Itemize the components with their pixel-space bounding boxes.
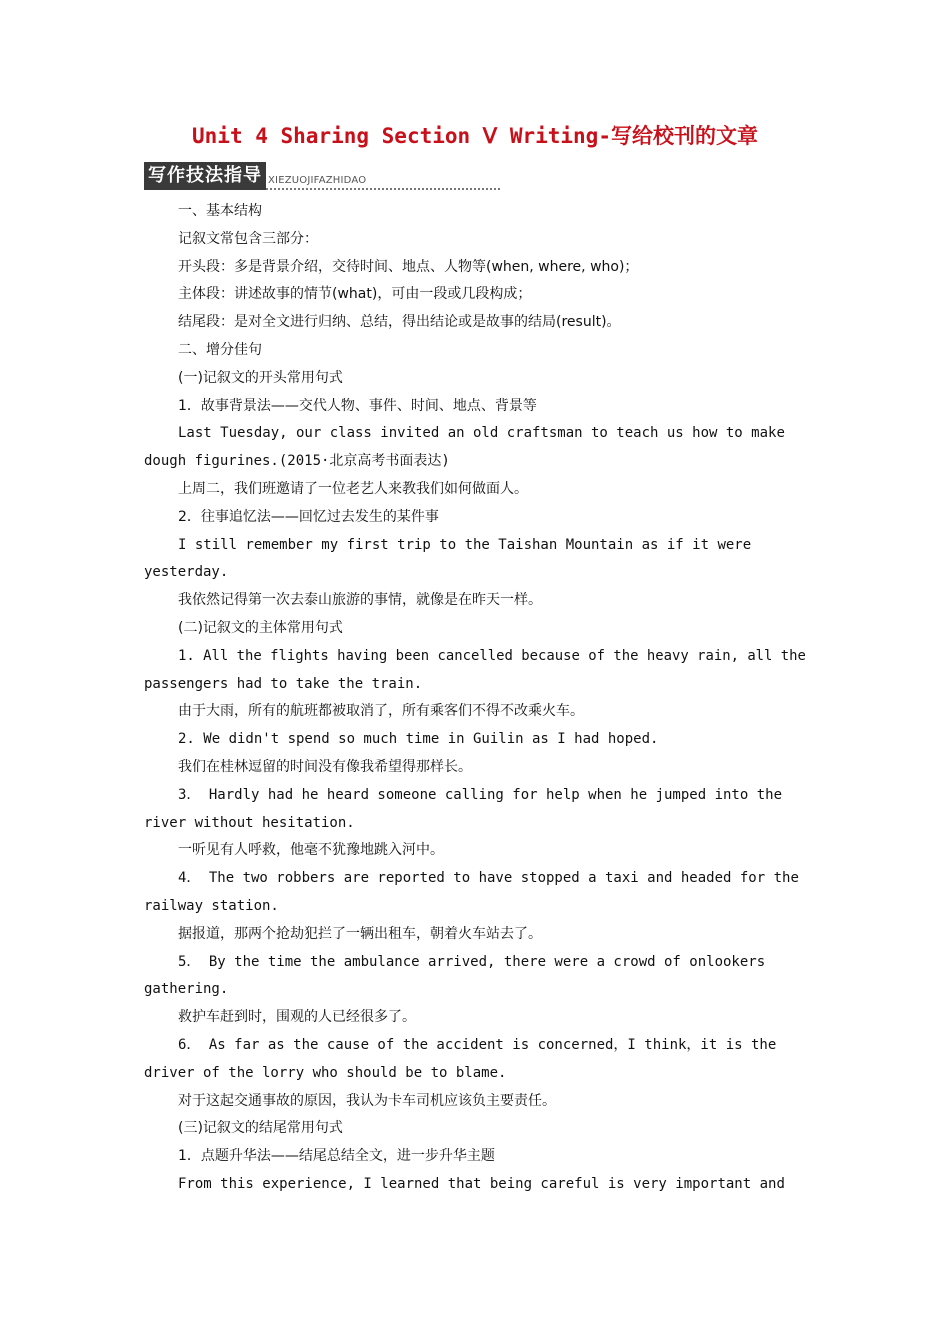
- text-line: 我们在桂林逗留的时间没有像我希望得那样长。: [178, 758, 472, 775]
- heading-basic-structure: 一、基本结构: [178, 203, 262, 219]
- text-line: 我依然记得第一次去泰山旅游的事情，就像是在昨天一样。: [178, 592, 542, 609]
- text-line: Last Tuesday, our class invited an old craftsman to teach us how to make: [178, 425, 785, 442]
- text-line: 1. All the flights having been cancelled because of the heavy rain, all the: [178, 647, 806, 664]
- text-line: dough figurines.(2015·北京高考书面表达): [144, 453, 450, 470]
- text-line: 3． Hardly had he heard someone calling for help when he jumped into the: [178, 786, 783, 803]
- text-line: 2．往事追忆法——回忆过去发生的某件事: [178, 508, 439, 525]
- subheading-ending: (三)记叙文的结尾常用句式: [178, 1120, 343, 1137]
- text-line: 救护车赶到时，围观的人已经很多了。: [178, 1009, 416, 1026]
- text-line: 2. We didn't spend so much time in Guilin as I had hoped.: [178, 731, 659, 748]
- heading-bonus-sentences: 二、增分佳句: [178, 341, 262, 358]
- text-line: railway station.: [144, 897, 279, 914]
- text-line: yesterday.: [144, 564, 229, 581]
- text-line: I still remember my first trip to the Taishan Mountain as if it were: [178, 536, 752, 553]
- text-line: 据报道，那两个抢劫犯拦了一辆出租车，朝着火车站去了。: [178, 925, 542, 942]
- text-line: 结尾段：是对全文进行归纳、总结，得出结论或是故事的结局(result)。: [178, 314, 621, 331]
- text-line: passengers had to take the train.: [144, 675, 423, 692]
- text-line: river without hesitation.: [144, 814, 355, 831]
- text-line: 由于大雨，所有的航班都被取消了，所有乘客们不得不改乘火车。: [178, 703, 584, 720]
- document-body: [144, 198, 806, 1199]
- text-line: gathering.: [144, 981, 229, 998]
- text-line: 开头段：多是背景介绍，交待时间、地点、人物等(when, where, who)；: [178, 258, 639, 275]
- text-line: driver of the lorry who should be to blame.: [144, 1064, 507, 1081]
- text-line: 5． By the time the ambulance arrived, there were a crowd of onlookers: [178, 953, 766, 970]
- text-line: 6． As far as the cause of the accident is concerned，I think，it is the: [178, 1036, 777, 1053]
- section-banner-pinyin: XIEZUOJIFAZHIDAO: [266, 175, 500, 190]
- text-line: 一听见有人呼救，他毫不犹豫地跳入河中。: [178, 842, 444, 859]
- section-banner-label: 写作技法指导: [144, 162, 266, 190]
- text-line: 4． The two robbers are reported to have stopped a taxi and headed for the: [178, 870, 799, 887]
- text-line: 1．故事背景法——交代人物、事件、时间、地点、背景等: [178, 397, 537, 414]
- text-line: From this experience, I learned that being careful is very important and: [178, 1175, 785, 1192]
- text-line: 主体段：讲述故事的情节(what)，可由一段或几段构成；: [178, 286, 532, 303]
- text-line: 1．点题升华法——结尾总结全文，进一步升华主题: [178, 1148, 495, 1165]
- text-line: 对于这起交通事故的原因，我认为卡车司机应该负主要责任。: [178, 1092, 556, 1109]
- section-banner: [144, 160, 500, 190]
- text-line: 上周二，我们班邀请了一位老艺人来教我们如何做面人。: [178, 480, 528, 497]
- text-line: 记叙文常包含三部分：: [178, 230, 318, 247]
- document-title: Unit 4 Sharing Section Ⅴ Writing-写给校刊的文章: [192, 124, 758, 148]
- subheading-opening: (一)记叙文的开头常用句式: [178, 369, 343, 386]
- subheading-body: (二)记叙文的主体常用句式: [178, 619, 343, 636]
